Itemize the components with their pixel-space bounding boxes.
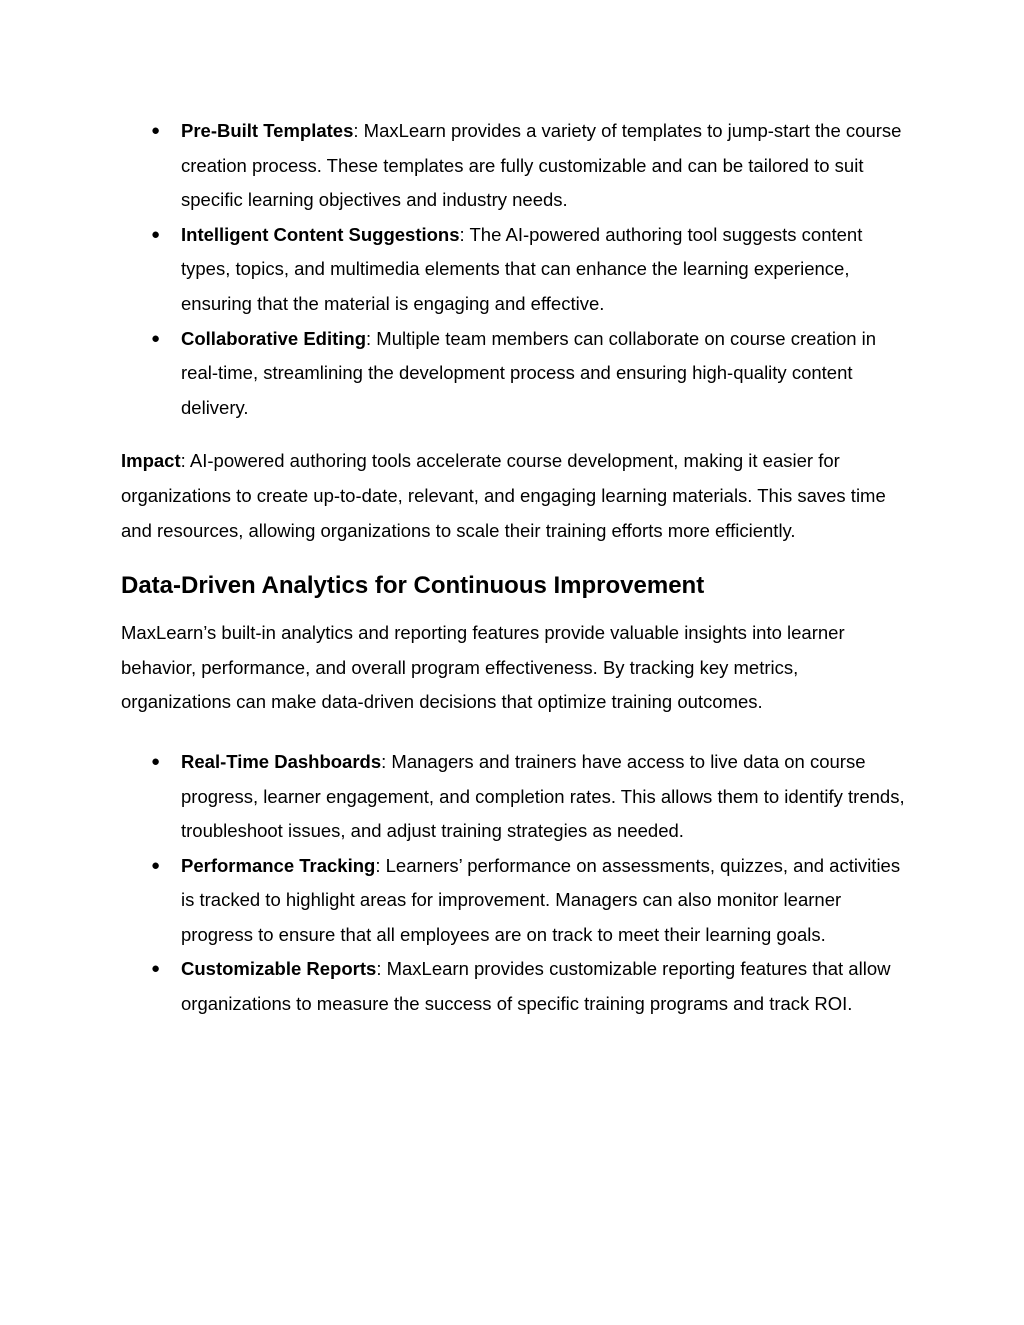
impact-text: : AI-powered authoring tools accelerate course development, making it easier for organizations to create up-to-date, relevant, and engaging learning materials. This saves time and resources, allowing organizations to scale their training efforts more efficiently. [121, 450, 886, 541]
list-item-term: Performance Tracking [181, 854, 376, 876]
list-item [121, 745, 906, 849]
section-intro-paragraph: MaxLearn’s built-in analytics and reporting features provide valuable insights into learner behavior, performance, and overall program effectiveness. By tracking key metrics, organizations can make data-driven decisions that optimize training outcomes. [121, 622, 845, 713]
list-item-text: : MaxLearn provides customizable reporting features that allow organizations to measure the success of specific training programs and track ROI. [181, 958, 891, 1015]
list-item [121, 218, 906, 322]
list-item-text: : MaxLearn provides a variety of templates to jump-start the course creation process. These templates are fully customizable and can be tailored to suit specific learning objectives and industry needs. [181, 120, 902, 211]
bullet-icon: ● [151, 122, 161, 139]
bullet-icon: ● [151, 225, 161, 243]
list-item-text: : Learners’ performance on assessments, quizzes, and activities is tracked to highlight areas for improvement. Managers can also monitor learner progress to ensure that all employees are on track to meet their learning goals. [181, 854, 901, 945]
impact-paragraph [121, 444, 911, 548]
section-heading: Data-Driven Analytics for Continuous Improvement [121, 572, 705, 600]
list-item-term: Intelligent Content Suggestions [181, 223, 460, 245]
bullet-icon: ● [151, 752, 161, 770]
impact-term: Impact [121, 450, 181, 472]
feature-list-authoring [121, 114, 921, 425]
list-item-term: Pre-Built Templates [181, 120, 354, 141]
list-item [121, 849, 906, 953]
document-content [121, 114, 921, 1022]
list-item-term: Customizable Reports [181, 958, 377, 980]
list-item-term: Collaborative Editing [181, 327, 367, 349]
list-item-text: : Managers and trainers have access to live data on course progress, learner engagement, and completion rates. This allows them to identify trends, troubleshoot issues, and adjust training strategies as needed. [181, 750, 905, 842]
list-item [121, 114, 906, 218]
list-item-text: : Multiple team members can collaborate on course creation in real-time, streamlining the development process and ensuring high-quality content delivery. [181, 327, 877, 418]
list-item [121, 322, 906, 426]
list-item-term: Real-Time Dashboards [181, 750, 382, 772]
feature-list-analytics [121, 745, 921, 1022]
list-item [121, 952, 906, 1021]
list-item-text: : The AI-powered authoring tool suggests content types, topics, and multimedia elements that can enhance the learning experience, ensuring that the material is engaging and effective. [181, 223, 863, 314]
bullet-icon: ● [151, 856, 161, 874]
bullet-icon: ● [151, 960, 161, 978]
bullet-icon: ● [151, 329, 161, 347]
